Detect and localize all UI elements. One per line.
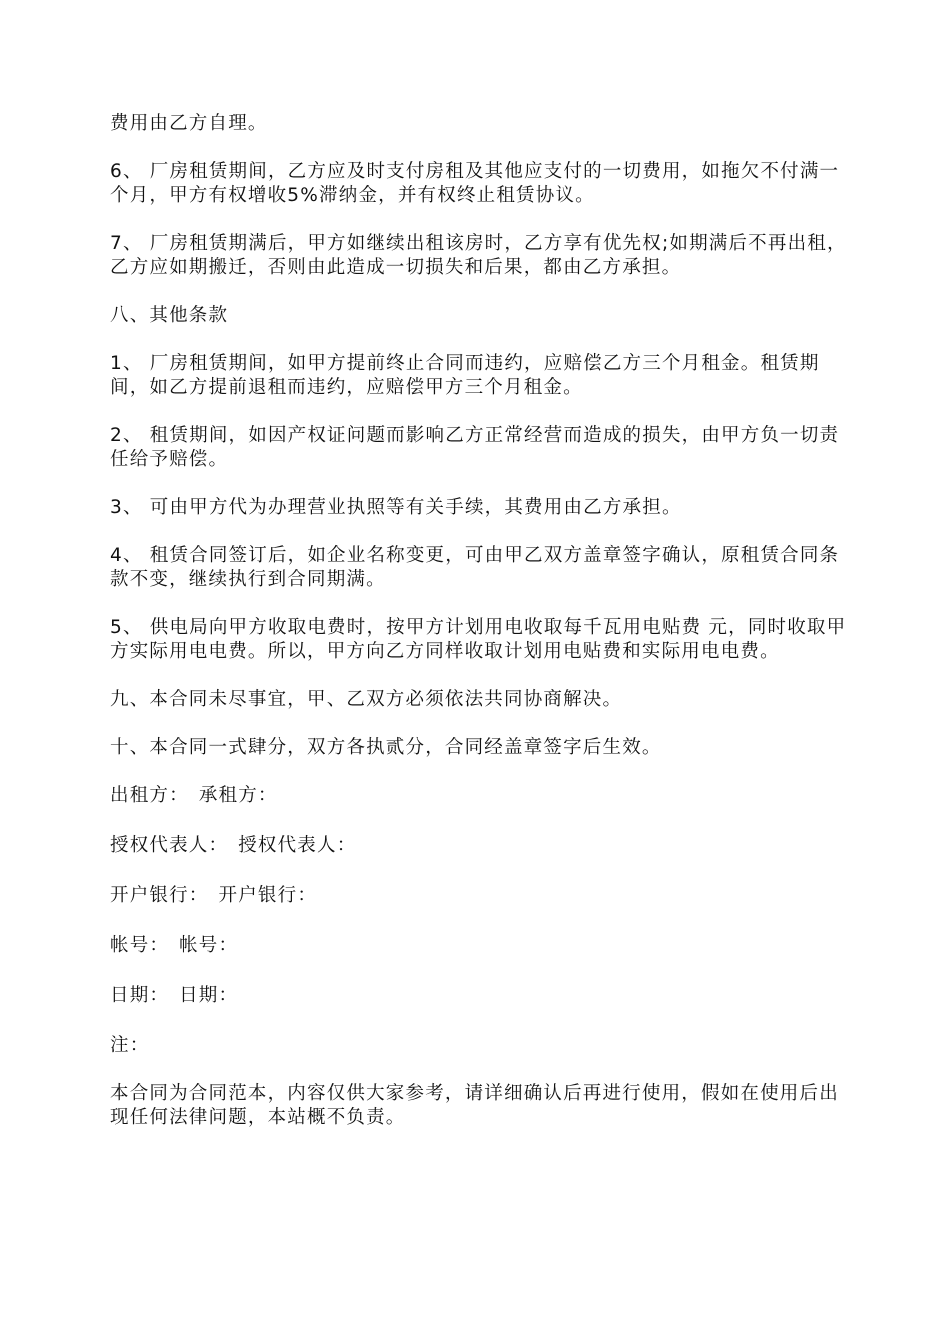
section-ten-copies: 十、本合同一式肆分，双方各执贰分，合同经盖章签字后生效。 bbox=[110, 737, 662, 758]
note-label: 注： bbox=[110, 1035, 150, 1056]
note-disclaimer: 本合同为合同范本，内容仅供大家参考，请详细确认后再进行使用，假如在使用后出现任何法律问题，本站概不负责。 bbox=[110, 1083, 839, 1128]
signature-row-date bbox=[110, 984, 850, 1008]
signature-label-lessor-representative: 授权代表人： bbox=[110, 835, 229, 856]
signature-row-bank bbox=[110, 884, 850, 908]
signature-row-party bbox=[110, 784, 850, 808]
signature-label-lessee-account: 帐号： bbox=[179, 935, 239, 956]
clause-8-4-name-change: 4、 租赁合同签订后，如企业名称变更，可由甲乙双方盖章签字确认，原租赁合同条款不变，继续执行到合同期满。 bbox=[110, 545, 840, 590]
signature-label-lessor-bank: 开户银行： bbox=[110, 885, 209, 906]
signature-label-lessor-account: 帐号： bbox=[110, 935, 170, 956]
signature-label-lessee: 承租方： bbox=[198, 785, 278, 806]
paragraph-fee-continuation: 费用由乙方自理。 bbox=[110, 113, 268, 134]
signature-label-lessor-date: 日期： bbox=[110, 985, 170, 1006]
clause-7-7-priority: 7、 厂房租赁期满后，甲方如继续出租该房时，乙方享有优先权;如期满后不再出租，乙方应如期搬迁，否则由此造成一切损失和后果，都由乙方承担。 bbox=[110, 233, 847, 278]
clause-8-5-electricity: 5、 供电局向甲方收取电费时，按甲方计划用电收取每千瓦用电贴费 元，同时收取甲方实际用电电费。所以，甲方向乙方同样收取计划用电贴费和实际用电电费。 bbox=[110, 617, 847, 662]
section-heading-other-terms: 八、其他条款 bbox=[110, 305, 229, 326]
signature-label-lessee-representative: 授权代表人： bbox=[238, 835, 357, 856]
document-page bbox=[110, 112, 850, 1154]
clause-7-6-payment: 6、 厂房租赁期间，乙方应及时支付房租及其他应支付的一切费用，如拖欠不付满一个月，甲方有权增收5%滞纳金，并有权终止租赁协议。 bbox=[110, 161, 840, 206]
signature-row-account bbox=[110, 934, 850, 958]
clause-8-1-breach: 1、 厂房租赁期间，如甲方提前终止合同而违约，应赔偿乙方三个月租金。租赁期间，如乙方提前退租而违约，应赔偿甲方三个月租金。 bbox=[110, 353, 820, 398]
signature-label-lessor: 出租方： bbox=[110, 785, 189, 806]
clause-8-3-business-license: 3、 可由甲方代为办理营业执照等有关手续，其费用由乙方承担。 bbox=[110, 497, 682, 518]
signature-label-lessee-date: 日期： bbox=[179, 985, 239, 1006]
signature-row-representative bbox=[110, 834, 850, 858]
clause-8-2-property-certificate: 2、 租赁期间，如因产权证问题而影响乙方正常经营而造成的损失，由甲方负一切责任给予赔偿。 bbox=[110, 425, 840, 470]
signature-label-lessee-bank: 开户银行： bbox=[218, 885, 318, 906]
section-nine-unresolved-matters: 九、本合同未尽事宜，甲、乙双方必须依法共同协商解决。 bbox=[110, 689, 623, 710]
